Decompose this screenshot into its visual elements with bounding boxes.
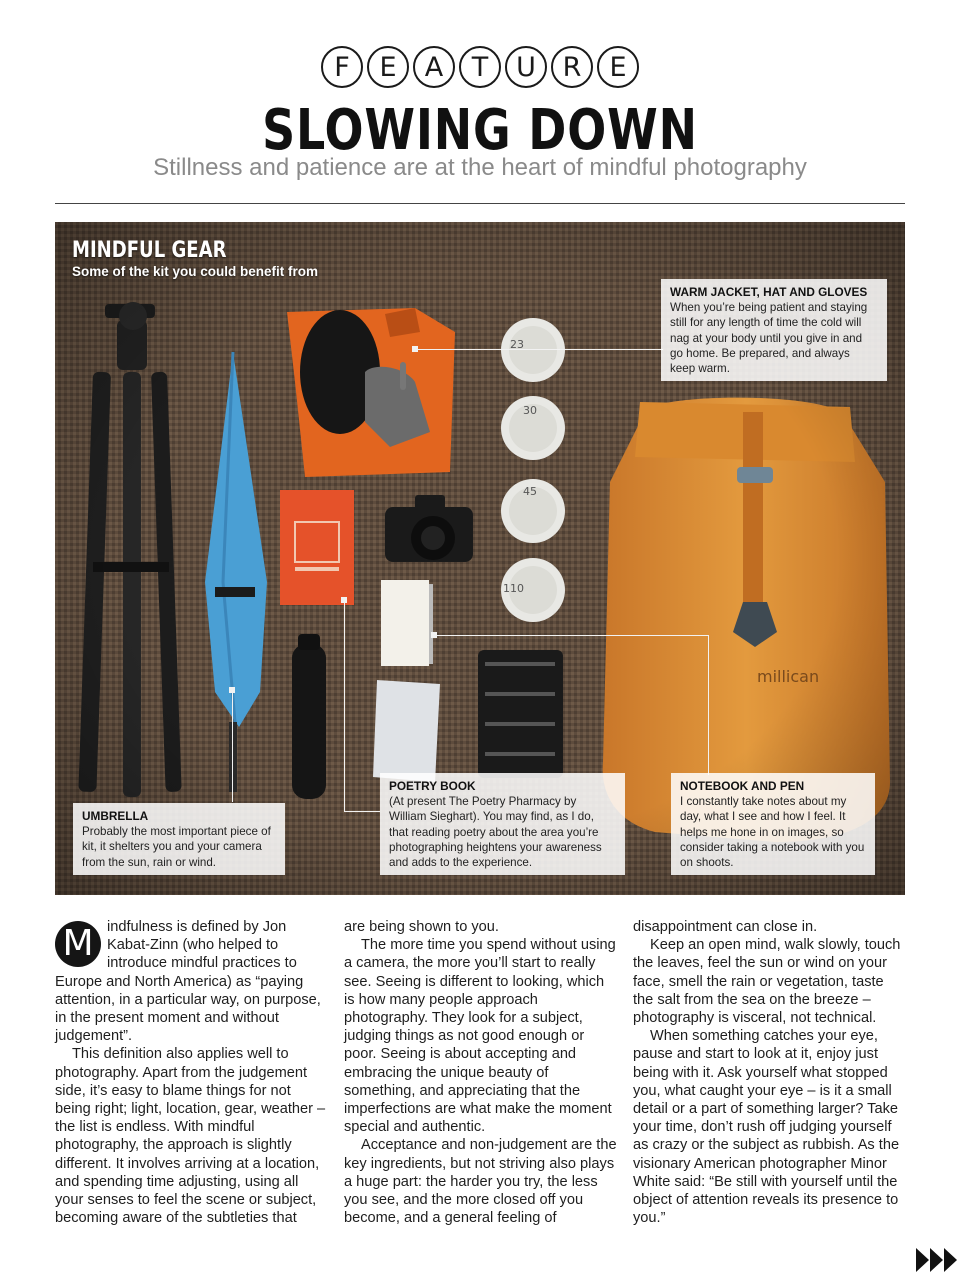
article-column-2 (344, 918, 618, 1227)
header-divider (55, 203, 905, 204)
caption-body: Probably the most important piece of kit, it shelters you and your camera from the sun, rain or wind. (82, 825, 271, 869)
kicker-letter: R (551, 46, 593, 88)
drop-cap: M (55, 921, 101, 967)
kicker-letter: F (321, 46, 363, 88)
kicker-letter: E (597, 46, 639, 88)
article-paragraph: This definition also applies well to photography. Apart from the judgement side, it’s easy to blame things for not being right; light, location, gear, weather – the list is endless. With mindful photography, the approach is slightly different. It involves arriving at a location, and spending time adjusting, using all your senses to feel the scene or subject, becoming aware of the subtleties that (55, 1046, 326, 1227)
caption-notebook (671, 773, 875, 875)
feature-kicker (0, 46, 960, 88)
leader-dot-notebook (431, 632, 437, 638)
caption-title: POETRY BOOK (389, 779, 476, 793)
kicker-letter: E (367, 46, 409, 88)
caption-umbrella (73, 803, 285, 875)
article-paragraph: Acceptance and non-judgement are the key ingredients, but not striving also plays a huge part: the harder you try, the less you see, and the more closed off you become, and a general feeling of (344, 1137, 617, 1227)
kicker-letter: A (413, 46, 455, 88)
page-subtitle: Stillness and patience are at the heart of mindful photography (153, 154, 807, 181)
caption-jacket (661, 279, 887, 381)
article-paragraph: are being shown to you. (344, 919, 499, 935)
article-column-1 (55, 918, 329, 1227)
gear-heading: MINDFUL GEAR (72, 238, 227, 263)
article-paragraph: disappointment can close in. (633, 919, 818, 935)
page-title: SLOWING DOWN (262, 98, 698, 163)
caption-title: NOTEBOOK AND PEN (680, 779, 805, 793)
leader-line-poetry-h (344, 811, 380, 812)
leader-line-poetry (344, 600, 345, 812)
leader-line-notebook-v (708, 635, 709, 775)
leader-dot-umbrella (229, 687, 235, 693)
caption-title: WARM JACKET, HAT AND GLOVES (670, 285, 868, 299)
leader-dot-jacket (412, 346, 418, 352)
article-column-3 (633, 918, 907, 1227)
article-paragraph: The more time you spend without using a camera, the more you’ll start to really see. Seeing is different to looking, which is how many people approach photography. They look for a subject, judging things as not good enough or poor. Seeing is about accepting and embracing the unique beauty of something, and appreciating that the imperfections are what make the moment special and authentic. (344, 937, 616, 1136)
kicker-letter: T (459, 46, 501, 88)
leader-dot-poetry (341, 597, 347, 603)
leader-line-jacket (415, 349, 663, 350)
caption-title: UMBRELLA (82, 809, 149, 823)
gear-subheading: Some of the kit you could benefit from (72, 264, 319, 279)
caption-body: When you’re being patient and staying still for any length of time the cold will nag at your body until you give in and go home. Be prepared, and always keep warm. (670, 301, 868, 376)
kicker-letter: U (505, 46, 547, 88)
leader-line-umbrella (232, 690, 233, 802)
leader-line-notebook (434, 635, 709, 636)
article-paragraph: When something catches your eye, pause and start to look at it, enjoy just being with it. Ask yourself what stopped you, what caught your eye – is it a small detail or a part of something larger? Take your time, don’t rush off judging yourself as crazy or the subject as rubbish. As the visionary American photographer Minor White said: “Be still with yourself until the object of attention reveals its presence to you.” (633, 1028, 900, 1227)
article-paragraph: indfulness is defined by Jon Kabat-Zinn (who helped to introduce mindful practices to Europe and North America) as “paying attention, in a particular way, on purpose, in the present moment and without judgement”. (55, 919, 321, 1045)
caption-body: I constantly take notes about my day, what I see and how I feel. It helps me hone in on images, so consider taking a notebook with you on shoots. (680, 795, 865, 870)
next-page-arrows-icon (916, 1246, 960, 1274)
caption-poetry (380, 773, 625, 875)
article-paragraph: Keep an open mind, walk slowly, touch the leaves, feel the sun or wind on your face, smell the rain or vegetation, taste the salt from the sea on the breeze – photography is visceral, not technical. (633, 937, 901, 1027)
caption-body: (At present The Poetry Pharmacy by William Sieghart). You may find, as I do, that reading poetry about the area you’re photographing heightens your awareness and adds to the experience. (389, 795, 602, 870)
